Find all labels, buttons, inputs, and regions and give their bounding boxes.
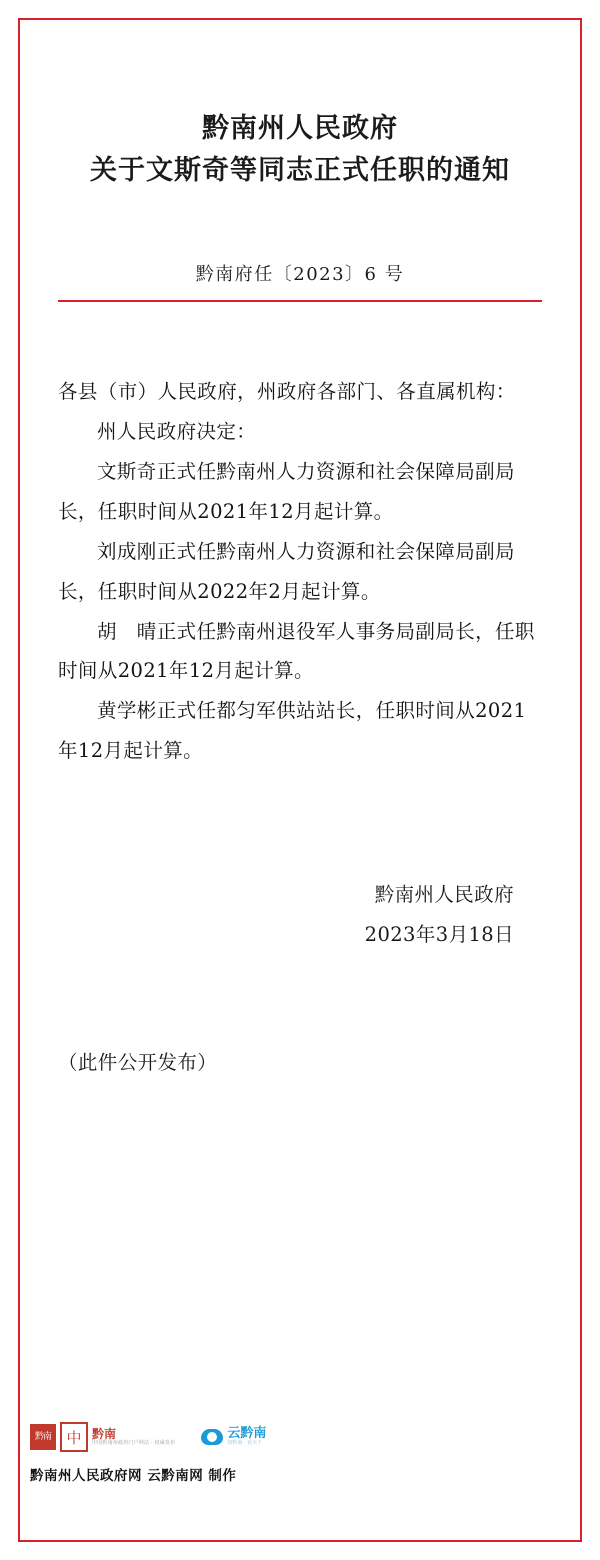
footer-logos: [30, 1422, 570, 1452]
yunqiannan-logo-subtitle: 知黔南 · 看天下: [227, 1440, 263, 1447]
qiannan-gov-logo[interactable]: [30, 1422, 175, 1452]
yunqiannan-logo-title: 云黔南: [227, 1426, 267, 1442]
title-line-2: 关于文斯奇等同志正式任职的通知: [90, 154, 510, 186]
paragraph-appointment-3: 胡 晴正式任黔南州退役军人事务局副局长，任职时间从2021年12月起计算。: [58, 619, 535, 683]
qiannan-logo-subtitle: 中国黔南州政府门户网站 · 权威发布: [92, 1439, 176, 1446]
yunqiannan-logo-text: [227, 1427, 266, 1447]
page-title: [58, 108, 542, 192]
title-line-1: 黔南州人民政府: [202, 113, 398, 144]
red-divider: [58, 300, 542, 302]
paragraph-appointment-1: 文斯奇正式任黔南州人力资源和社会保障局副局长，任职时间从2021年12月起计算。: [58, 459, 515, 523]
qiannan-logo-title: 黔南: [92, 1426, 117, 1441]
document-body: [58, 372, 542, 772]
document-number: 黔南府任〔2023〕6 号: [195, 263, 405, 285]
footer-credit: 黔南州人民政府网 云黔南网 制作: [30, 1468, 237, 1484]
china-character-icon: 中: [60, 1422, 88, 1452]
paragraph-appointment-4: 黄学彬正式任都匀军供站站长，任职时间从2021年12月起计算。: [58, 699, 527, 763]
yunqiannan-logo[interactable]: [201, 1427, 266, 1447]
seal-icon: 黔南: [30, 1424, 56, 1450]
paragraph-appointment-2: 刘成刚正式任黔南州人力资源和社会保障局副局长，任职时间从2022年2月起计算。: [58, 539, 515, 603]
closing-note: （此件公开发布）: [58, 1051, 218, 1075]
signature-block: [58, 875, 542, 955]
signature-date: 2023年3月18日: [364, 923, 514, 947]
qiannan-logo-text: [92, 1428, 175, 1447]
footer: [20, 1422, 580, 1484]
red-border-frame: [18, 18, 582, 1542]
cloud-icon: [201, 1429, 223, 1445]
paragraph-decision-intro: 州人民政府决定：: [97, 419, 257, 443]
signature-organization: 黔南州人民政府: [374, 883, 514, 907]
paragraph-addressee: 各县（市）人民政府，州政府各部门、各直属机构：: [58, 379, 516, 403]
